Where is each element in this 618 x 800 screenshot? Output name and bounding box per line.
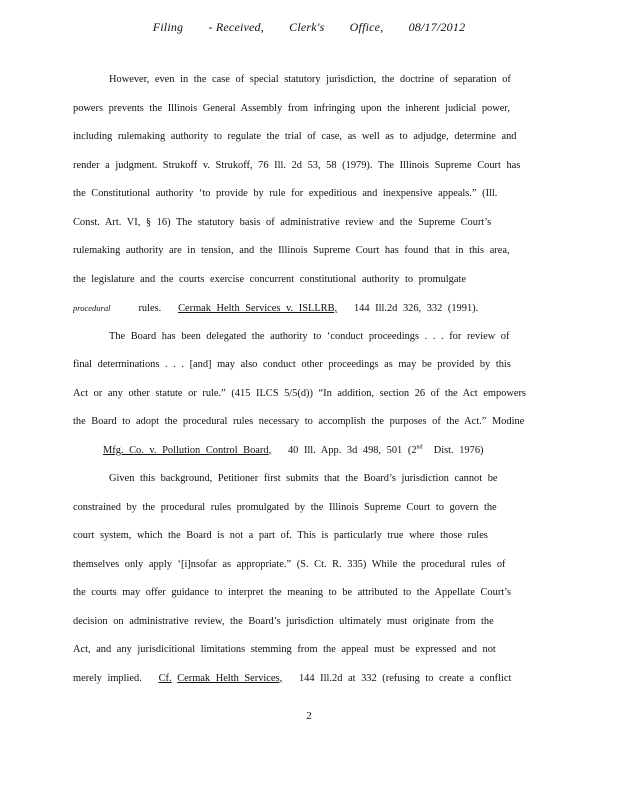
text-line xyxy=(73,665,533,694)
document-body xyxy=(73,66,533,693)
text-line: court system, which the Board is not a part of. This is particularly true where those rules xyxy=(73,530,488,541)
header-received: - Received, xyxy=(208,20,264,34)
filing-header xyxy=(0,20,618,35)
header-office: Office, xyxy=(349,20,384,34)
citation-modine-reporter: 40 Ill. App. 3d 498, 501 (2 xyxy=(287,444,417,456)
text-line: constrained by the procedural rules promulgated by the Illinois Supreme Court to govern the xyxy=(73,501,497,513)
citation-modine-dist: Dist. 1976) xyxy=(433,444,484,456)
page-number: 2 xyxy=(306,710,312,722)
text-line xyxy=(73,294,533,323)
text-line: the courts may offer guidance to interpret the meaning to be attributed to the Appellate Court’s xyxy=(73,587,512,598)
text-line: the legislature and the courts exercise concurrent constitutional authority to promulgate xyxy=(73,273,466,285)
header-filing: Filing xyxy=(152,20,184,34)
text-line: Act, and any jurisdicitional limitations stemming from the appeal must be expressed and not xyxy=(73,644,496,655)
rules-word: rules. xyxy=(138,303,162,314)
text-line: decision on administrative review, the Board’s jurisdiction ultimately must originate from the xyxy=(73,615,494,627)
citation-modine: Mfg. Co. v. Pollution Control Board, xyxy=(103,444,272,456)
text-line: final determinations . . . [and] may also conduct other proceedings as may be provided by this xyxy=(73,359,511,370)
text-line: However, even in the case of special statutory jurisdiction, the doctrine of separation of xyxy=(109,74,511,85)
superscript-nd: nd xyxy=(416,444,423,451)
text-line: the Constitutional authority ‘to provide by rule for expeditious and inexpensive appeals.” (Ill. xyxy=(73,188,498,199)
text-line: Act or any other statute or rule.” (415 ILCS 5/5(d)) “In addition, section 26 of the Act empowers xyxy=(73,387,526,399)
text-line: themselves only apply ‘[i]nsofar as appropriate.” (S. Ct. R. 335) While the procedural rules of xyxy=(73,558,506,570)
text-line: Const. Art. VI, § 16) The statutory basis of administrative review and the Supreme Court’s xyxy=(73,216,492,228)
header-clerk: Clerk's xyxy=(289,20,325,34)
text-line: the Board to adopt the procedural rules necessary to accomplish the purposes of the Act.” Modine xyxy=(73,416,525,427)
cf-signal: Cf. xyxy=(158,672,172,684)
text-line: rulemaking authority are in tension, and the Illinois Supreme Court has found that in this area, xyxy=(73,245,510,256)
header-date: 08/17/2012 xyxy=(408,20,466,34)
text-line: Given this background, Petitioner first submits that the Board’s jurisdiction cannot be xyxy=(109,473,498,484)
text-line: powers prevents the Illinois General Assembly from infringing upon the inherent judicial power, xyxy=(73,102,510,114)
text-line: including rulemaking authority to regulate the trial of case, as well as to adjudge, determine and xyxy=(73,131,517,142)
citation-cermak: Cermak Helth Services v. ISLLRB, xyxy=(178,303,338,314)
text-line: render a judgment. Strukoff v. Strukoff, 76 Ill. 2d 53, 58 (1979). The Illinois Supreme Court has xyxy=(73,159,521,171)
text-line xyxy=(73,437,533,466)
citation-cermak-short: Cermak Helth Services, xyxy=(177,672,283,684)
text-line: The Board has been delegated the authority to ‘conduct proceedings . . . for review of xyxy=(109,330,510,342)
citation-cermak-pin: 144 Ill.2d at 332 (refusing to create a conflict xyxy=(298,672,512,684)
procedural-word: procedural xyxy=(73,303,111,313)
citation-cermak-reporter: 144 Ill.2d 326, 332 (1991). xyxy=(353,303,479,314)
merely-implied: merely implied. xyxy=(73,672,142,684)
